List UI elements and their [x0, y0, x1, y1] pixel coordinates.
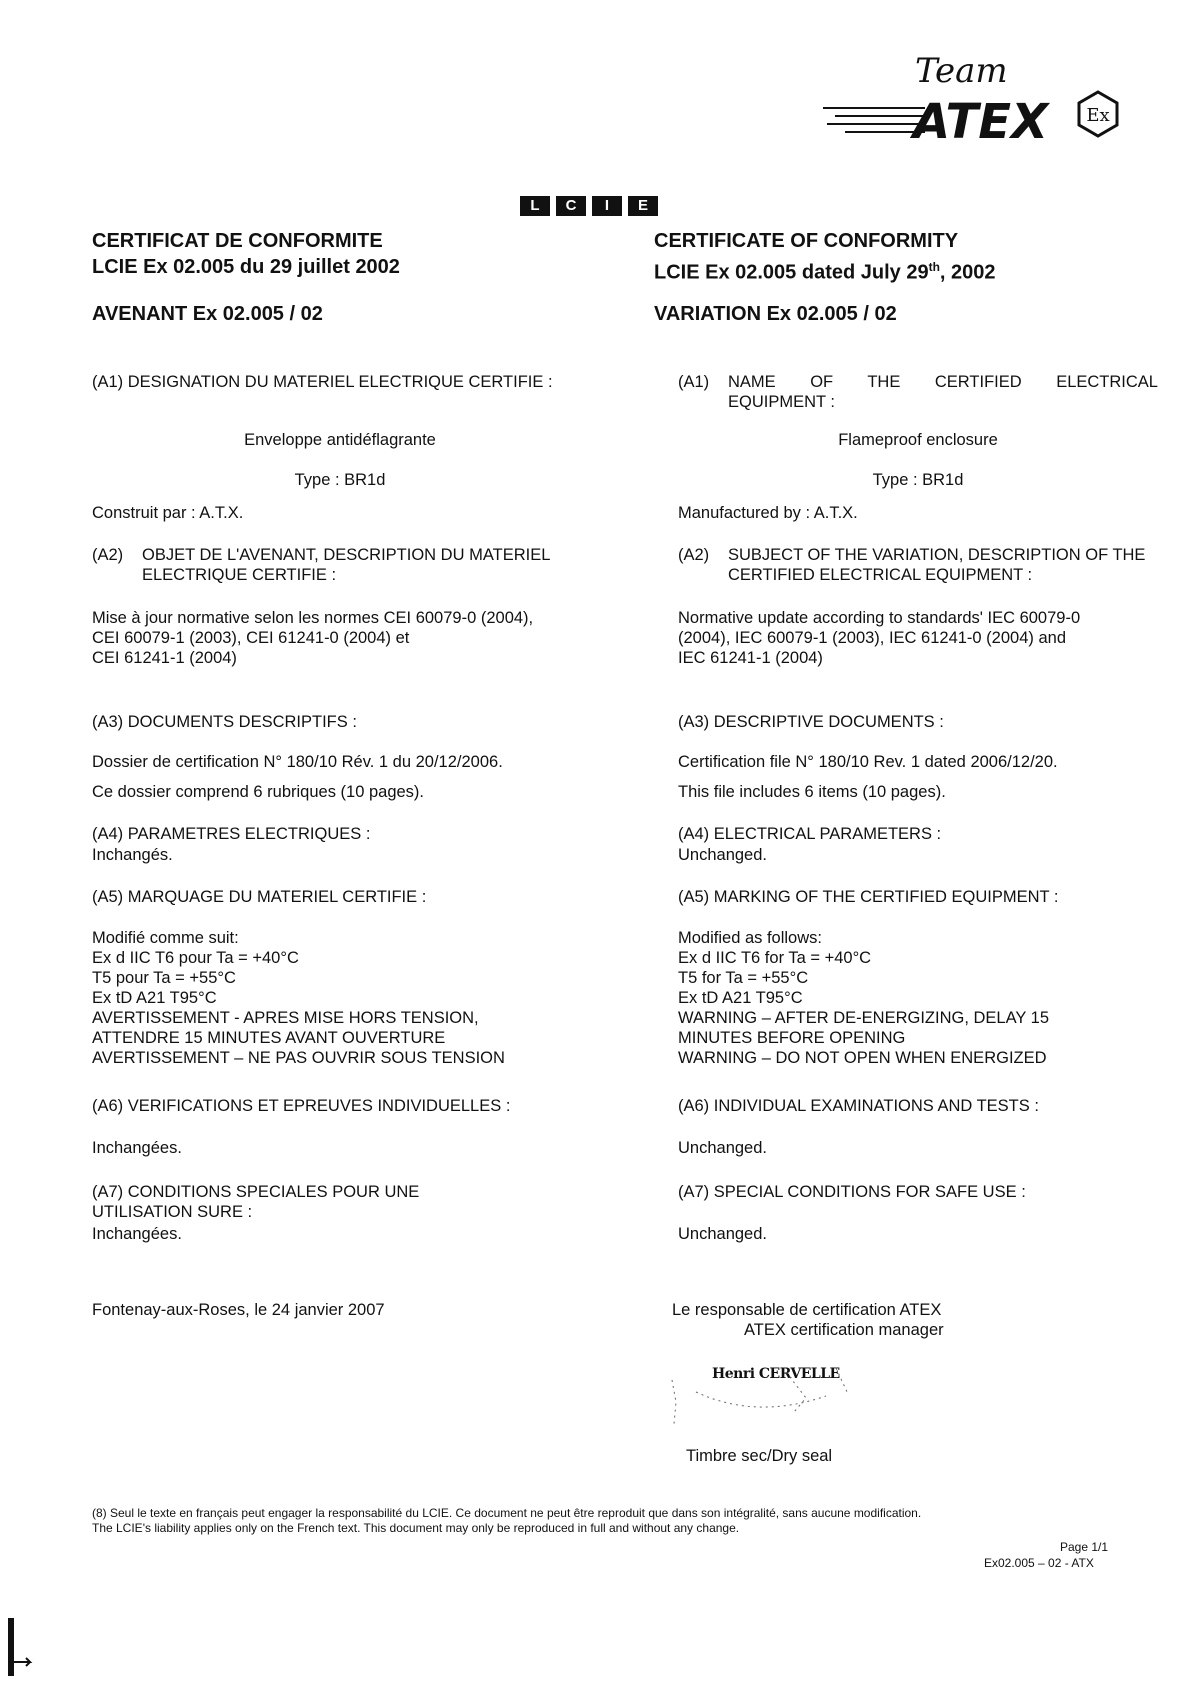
- fr-avenant: AVENANT Ex 02.005 / 02: [92, 303, 323, 325]
- fr-a1-equipment: Enveloppe antidéflagrante: [244, 431, 436, 449]
- en-a2-heading: SUBJECT OF THE VARIATION, DESCRIPTION OF THE CERTIFIED ELECTRICAL EQUIPMENT :: [728, 546, 1146, 584]
- en-a2-number: (A2): [678, 546, 710, 564]
- en-a1-heading-line1: NAME OF THE CERTIFIED ELECTRICAL: [728, 373, 1158, 391]
- en-variation: VARIATION Ex 02.005 / 02: [654, 303, 897, 325]
- place-date: Fontenay-aux-Roses, le 24 janvier 2007: [92, 1301, 385, 1319]
- en-a7-body: Unchanged.: [678, 1225, 767, 1243]
- en-a6-body: Unchanged.: [678, 1139, 767, 1157]
- fr-a5-body: Modifié comme suit: Ex d IIC T6 pour Ta = +40°C T5 pour Ta = +55°C Ex tD A21 T95°C AVERTISSEMENT - APRES MISE HORS TENSION, ATTENDRE 15 MINUTES AVANT OUVERTURE AVERTISSEMENT – NE PAS OUVRIR SOUS TENSION: [92, 929, 505, 1067]
- en-title: CERTIFICATE OF CONFORMITY: [654, 230, 959, 252]
- liability-note: (8) Seul le texte en français peut engager la responsabilité du LCIE. Ce document ne peut être reproduit que dans son intégralité, sans aucune modification. The LCIE's liability applies only on the French text. This document may only be reproduced in full and without any change.: [92, 1506, 922, 1535]
- dry-seal-label: Timbre sec/Dry seal: [686, 1447, 833, 1465]
- en-reference-year: , 2002: [939, 261, 996, 284]
- signatory-role-en: ATEX certification manager: [744, 1321, 944, 1339]
- en-a7-heading: (A7) SPECIAL CONDITIONS FOR SAFE USE :: [678, 1183, 1026, 1201]
- lcie-letter: I: [592, 196, 622, 216]
- fr-a3-heading: (A3) DOCUMENTS DESCRIPTIFS :: [92, 713, 357, 731]
- en-a1-type: Type : BR1d: [872, 471, 964, 489]
- scan-mark: [4, 1618, 44, 1678]
- fr-a5-heading: (A5) MARQUAGE DU MATERIEL CERTIFIE :: [92, 888, 427, 906]
- fr-a2-body: Mise à jour normative selon les normes CEI 60079-0 (2004), CEI 60079-1 (2003), CEI 61241-0 (2004) et CEI 61241-1 (2004): [92, 609, 534, 667]
- en-a1-maker: Manufactured by : A.T.X.: [678, 504, 858, 522]
- fr-a4-body: Inchangés.: [92, 846, 173, 864]
- fr-a6-heading: (A6) VERIFICATIONS ET EPREUVES INDIVIDUELLES :: [92, 1097, 511, 1115]
- fr-a6-body: Inchangées.: [92, 1139, 182, 1157]
- lcie-letter: E: [628, 196, 658, 216]
- page-number: Page 1/1: [1060, 1540, 1109, 1554]
- document-ref: Ex02.005 – 02 - ATX: [984, 1556, 1094, 1570]
- en-a5-heading: (A5) MARKING OF THE CERTIFIED EQUIPMENT :: [678, 888, 1059, 906]
- fr-a1-maker: Construit par : A.T.X.: [92, 504, 244, 522]
- en-a2-body: Normative update according to standards' IEC 60079-0 (2004), IEC 60079-1 (2003), IEC 61241-0 (2004) and IEC 61241-1 (2004): [678, 609, 1081, 667]
- en-a4-heading: (A4) ELECTRICAL PARAMETERS :: [678, 825, 942, 843]
- en-a1-equipment: Flameproof enclosure: [838, 431, 998, 449]
- en-a3-body-1: Certification file N° 180/10 Rev. 1 dated 2006/12/20.: [678, 753, 1058, 771]
- en-a4-body: Unchanged.: [678, 846, 767, 864]
- logo-script: Team: [915, 51, 1008, 91]
- logo-word: ATEX: [913, 94, 1049, 147]
- signatory-name: Henri CERVELLE: [712, 1366, 840, 1382]
- en-a6-heading: (A6) INDIVIDUAL EXAMINATIONS AND TESTS :: [678, 1097, 1039, 1115]
- lcie-mark: [520, 196, 658, 216]
- en-a3-heading: (A3) DESCRIPTIVE DOCUMENTS :: [678, 713, 944, 731]
- fr-title: CERTIFICAT DE CONFORMITE: [92, 230, 383, 252]
- en-a1-heading-line2: EQUIPMENT :: [728, 393, 835, 411]
- lcie-letter: L: [520, 196, 550, 216]
- en-a1-number: (A1): [678, 373, 710, 391]
- fr-a7-heading: (A7) CONDITIONS SPECIALES POUR UNE UTILISATION SURE :: [92, 1183, 420, 1221]
- signatory-role-fr: Le responsable de certification ATEX: [672, 1301, 942, 1319]
- fr-a1-heading: (A1) DESIGNATION DU MATERIEL ELECTRIQUE CERTIFIE :: [92, 373, 553, 391]
- fr-reference: LCIE Ex 02.005 du 29 juillet 2002: [92, 256, 400, 278]
- fr-a4-heading: (A4) PARAMETRES ELECTRIQUES :: [92, 825, 371, 843]
- lcie-letter: C: [556, 196, 586, 216]
- en-a5-body: Modified as follows: Ex d IIC T6 for Ta = +40°C T5 for Ta = +55°C Ex tD A21 T95°C WARNING – AFTER DE-ENERGIZING, DELAY 15 MINUTES BEFORE OPENING WARNING – DO NOT OPEN WHEN ENERGIZED: [678, 929, 1050, 1067]
- en-reference-main: LCIE Ex 02.005 dated July 29: [654, 261, 929, 284]
- fr-a3-body-2: Ce dossier comprend 6 rubriques (10 pages).: [92, 783, 425, 801]
- fr-a2-number: (A2): [92, 546, 124, 564]
- en-reference-sup: th: [928, 260, 940, 274]
- en-a3-body-2: This file includes 6 items (10 pages).: [678, 783, 946, 801]
- en-reference: [654, 254, 996, 286]
- dry-seal-mark: [666, 1362, 906, 1432]
- fr-a3-body-1: Dossier de certification N° 180/10 Rév. 1 du 20/12/2006.: [92, 753, 503, 771]
- fr-a1-type: Type : BR1d: [294, 471, 386, 489]
- fr-a7-body: Inchangées.: [92, 1225, 182, 1243]
- fr-a2-heading: OBJET DE L'AVENANT, DESCRIPTION DU MATERIEL ELECTRIQUE CERTIFIE :: [142, 546, 550, 584]
- team-atex-logo: [815, 42, 1140, 147]
- logo-ex: Ex: [1086, 105, 1110, 126]
